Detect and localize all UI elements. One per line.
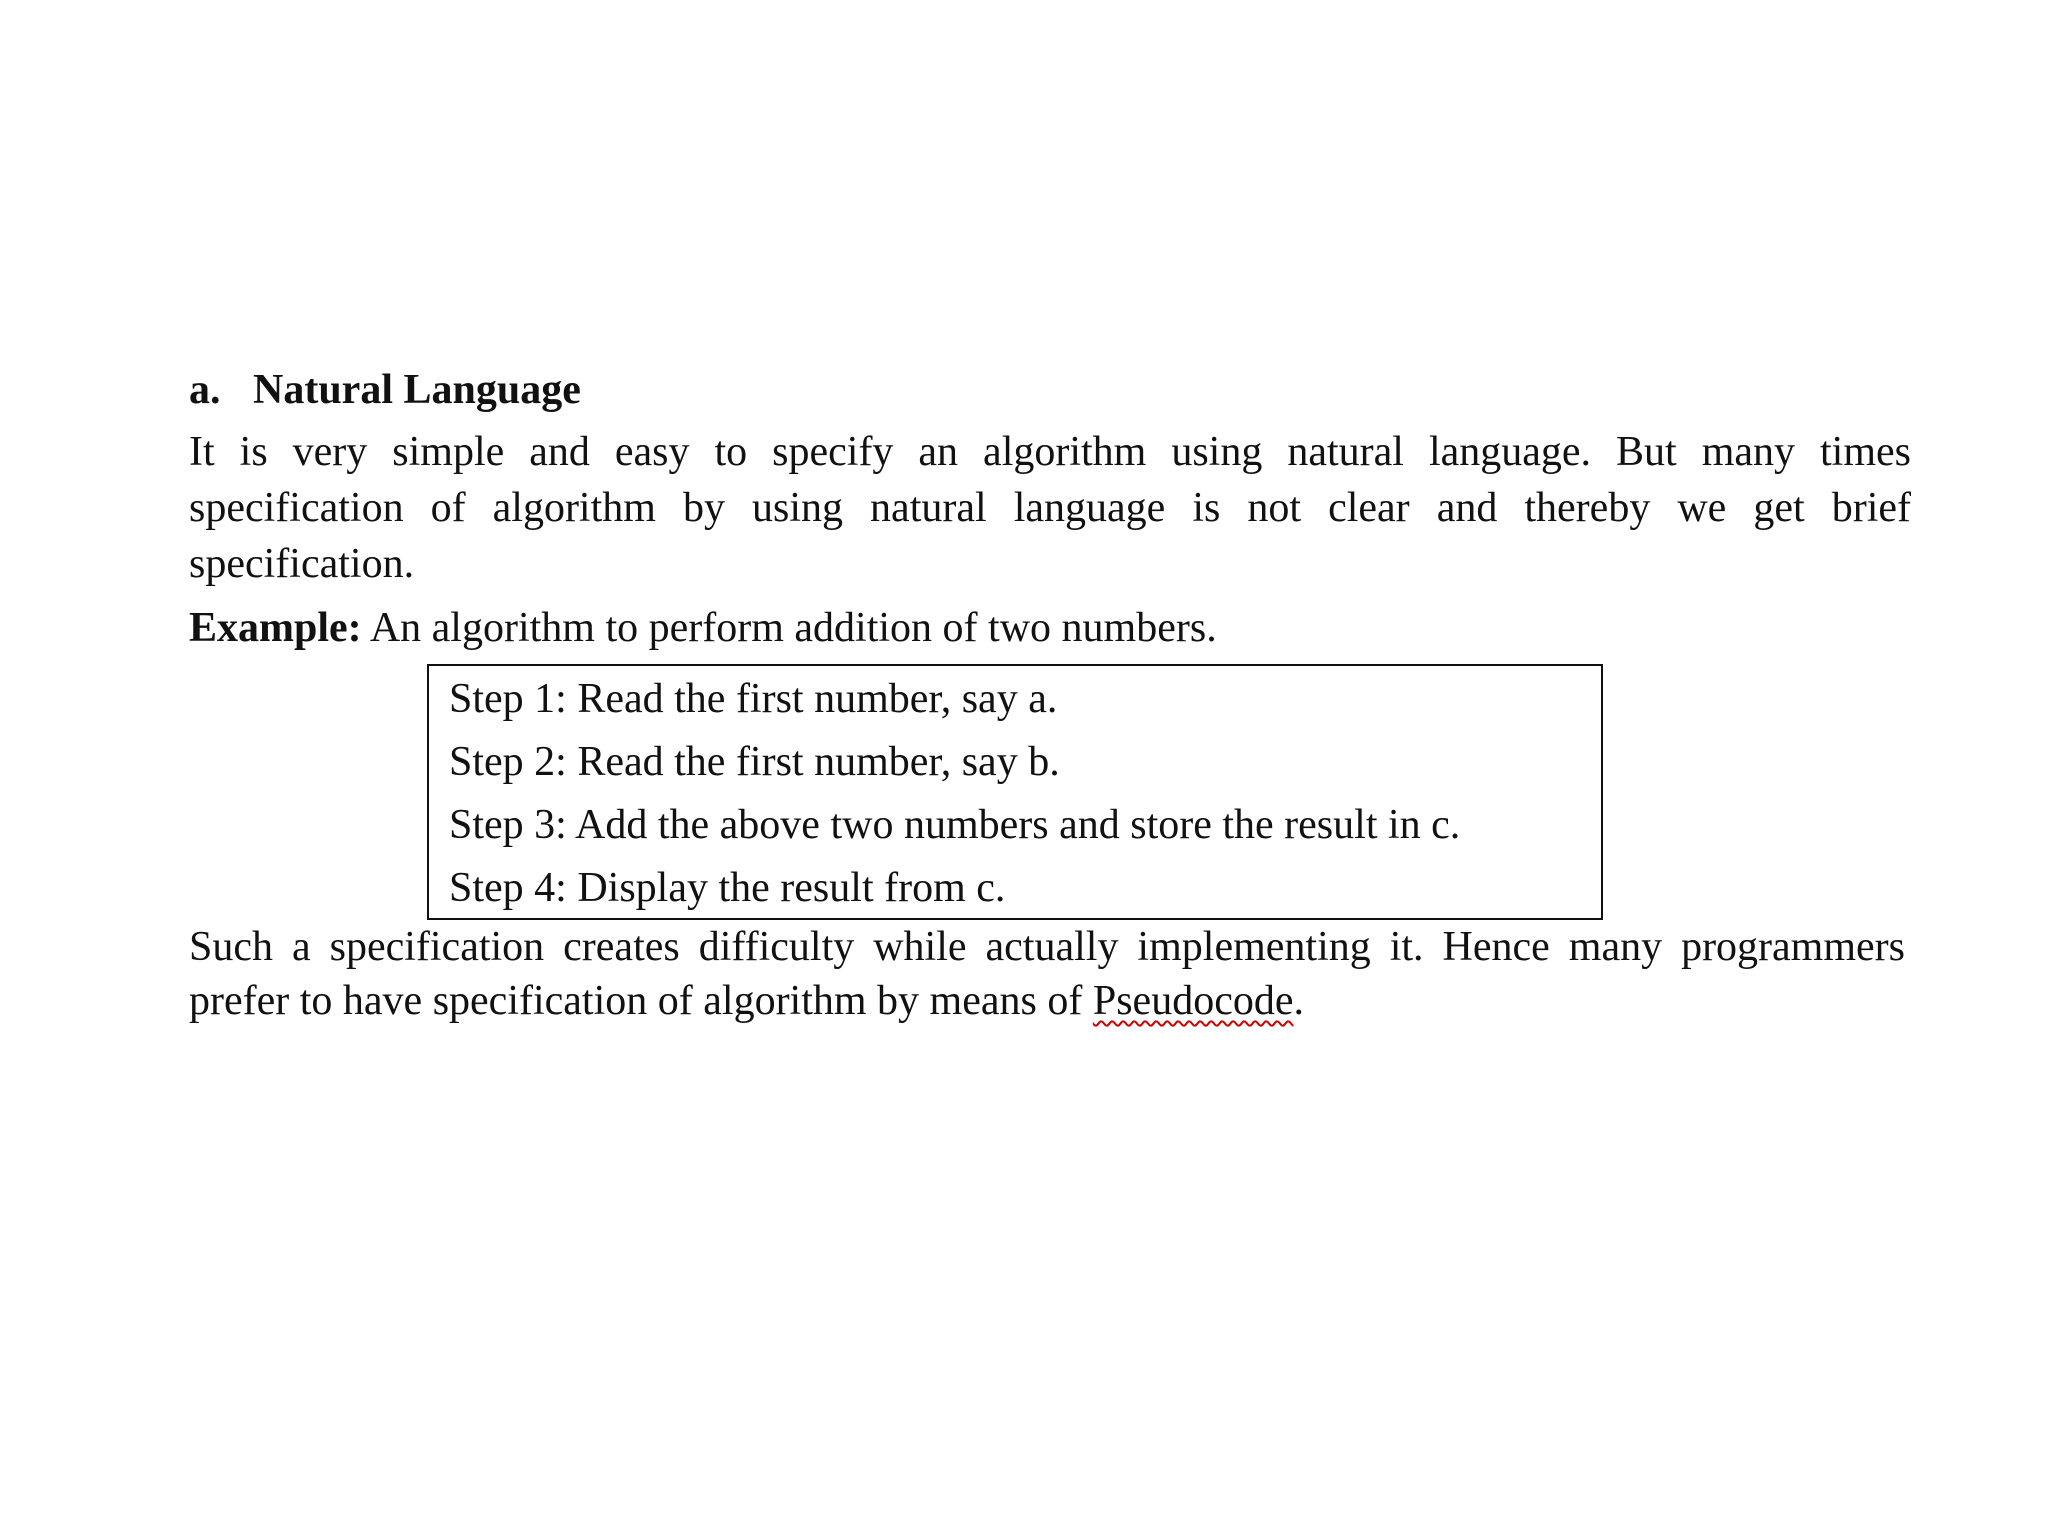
- step-3: Step 3: Add the above two numbers and store the result in c.: [449, 802, 1461, 848]
- step-1: Step 1: Read the first number, say a.: [449, 676, 1058, 722]
- intro-paragraph: It is very simple and easy to specify an algorithm using natural language. But many times specification of algorithm by using natural language is not clear and thereby we get brief specification.: [189, 429, 1911, 587]
- section-title: Natural Language: [253, 367, 581, 413]
- conclusion-end: .: [1293, 978, 1304, 1024]
- example-line: [189, 600, 1911, 656]
- section-heading: [189, 362, 1911, 418]
- document-body: [189, 362, 1911, 1028]
- spellcheck-flagged-word[interactable]: Pseudocode: [1092, 978, 1294, 1024]
- example-text: An algorithm to perform addition of two numbers.: [361, 605, 1217, 651]
- conclusion-paragraph: [189, 920, 1905, 1028]
- section-marker: a.: [189, 367, 221, 413]
- conclusion-text: Such a specification creates difficulty while actually implementing it. Hence many programmers prefer to have specification of algorithm by means of: [189, 924, 1905, 1024]
- algorithm-steps-box: [427, 664, 1603, 920]
- step-2: Step 2: Read the first number, say b.: [449, 739, 1060, 785]
- step-4: Step 4: Display the result from c.: [449, 865, 1006, 911]
- example-label: Example:: [189, 605, 362, 651]
